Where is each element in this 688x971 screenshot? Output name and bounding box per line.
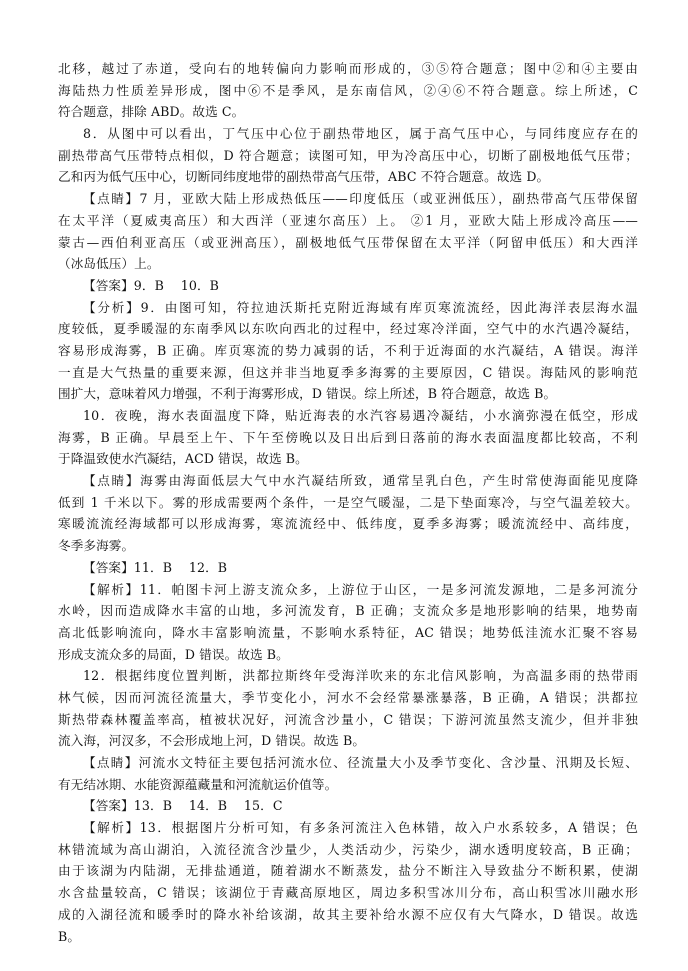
text-line: 有无结冰期、水能资源蕴藏量和河流航运价值等。 xyxy=(58,776,338,792)
text-line: B。 xyxy=(58,928,81,944)
text-line: 8．从图中可以看出，丁气压中心位于副热带地区，属于高气压中心，与同纬度应存在的 xyxy=(83,126,638,142)
text-line: 副热带高气压带特点相似，D 符合题意；读图可知，甲为冷高压中心，切断了副极地低气压带； xyxy=(58,147,638,163)
text-line: 海陆热力性质差异形成，图中⑥不是季风，是东南信风，②④⑥不符合题意。综上所述，C xyxy=(58,82,638,98)
text-line: 【点睛】河流水文特征主要包括河流水位、径流量大小及季节变化、含沙量、汛期及长短、 xyxy=(83,755,638,770)
text-line: 林错流域为高山湖泊，入流径流含沙量少，人类活动少，污染少，湖水透明度较高，B 正确； xyxy=(58,841,638,857)
text-line: 10．夜晚，海水表面温度下降，贴近海表的水汽容易遇冷凝结，小水滴弥漫在低空，形成 xyxy=(83,408,638,423)
text-line: 【解析】13．根据图片分析可知，有多条河流注入色林错，故入户水系较多，A 错误；色 xyxy=(83,820,638,836)
text-line: 一直是大气热量的重要来源，但这并非当地夏季多海雾的主要原因，C 错误。海陆风的影响范 xyxy=(58,364,638,380)
text-line: 【点睛】7 月，亚欧大陆上形成热低压——印度低压（或亚洲低压），副热带高气压带保留 xyxy=(83,191,638,207)
text-line: 流入海，河汊多，不会形成地上河，D 错误。故选 B。 xyxy=(58,733,366,749)
text-line: 成的入湖径流和暖季时的降水补给该湖，故其主要补给水源不应仅有大气降水，D 错误。故选 xyxy=(58,906,638,922)
text-line: 12．根据纬度位置判断，洪都拉斯终年受海洋吹来的东北信风影响，为高温多雨的热带雨 xyxy=(83,668,638,684)
text-line: 蒙古—西伯利亚高压（或亚洲高压），副极地低气压带保留在太平洋（阿留申低压）和大西洋 xyxy=(58,234,638,250)
text-line: 北移，越过了赤道，受向右的地转偏向力影响而形成的，③⑤符合题意；图中②和④主要由 xyxy=(58,61,638,76)
text-line: 在太平洋（夏威夷高压）和大西洋（亚速尔高压）上。 ②1 月，亚欧大陆上形成冷高压—— xyxy=(58,212,638,228)
text-line: 符合题意，排除 ABD。故选 C。 xyxy=(58,104,245,120)
text-line: 【分析】9．由图可知，符拉迪沃斯托克附近海域有库页寒流流经，因此海洋表层海水温 xyxy=(83,299,638,315)
text-line: 【答案】11．B 12．B xyxy=(83,559,228,575)
text-line: 冬季多海雾。 xyxy=(58,538,135,554)
text-line: 由于该湖为内陆湖，无排盐通道，随着湖水不断蒸发，盐分不断注入导致盐分不断积累，使湖 xyxy=(58,863,638,879)
text-line: 乙和丙为低气压中心，切断同纬度地带的副热带高气压带，ABC 不符合题意。故选 D。 xyxy=(58,169,550,185)
text-line: 于降温致使水汽凝结，ACD 错误，故选 B。 xyxy=(58,451,308,467)
text-line: 【答案】9．B 10．B xyxy=(83,277,220,293)
text-line: 水岭，因而造成降水丰富的山地，多河流发育，B 正确；支流众多是地形影响的结果，地势南 xyxy=(58,603,638,619)
text-line: 形成支流众多的局面，D 错误。故选 B。 xyxy=(58,646,289,662)
text-line: 斯热带森林覆盖率高，植被状况好，河流含沙量小，C 错误；下游河流虽然支流少，但并非独 xyxy=(58,711,638,727)
text-line: （冰岛低压）上。 xyxy=(58,256,160,272)
text-line: 海雾，B 正确。早晨至上午、下午至傍晚以及日出后到日落前的海水表面温度都比较高，不利 xyxy=(58,429,638,445)
text-line: 度较低，夏季暖湿的东南季风以东吹向西北的过程中，经过寒冷洋面，空气中的水汽遇冷凝结， xyxy=(58,321,638,337)
document-page xyxy=(58,58,638,947)
text-line: 【点睛】海雾由海面低层大气中水汽凝结所致，通常呈乳白色，产生时常使海面能见度降 xyxy=(83,473,638,489)
text-line: 容易形成海雾，B 正确。库页寒流的势力减弱的话，不利于近海面的水汽凝结，A 错误。海洋 xyxy=(58,342,638,358)
text-line: 林气候，因而河流径流量大，季节变化小，河水不会经常暴涨暴落，B 正确，A 错误；洪都拉 xyxy=(58,689,638,705)
text-line: 寒暖流流经海域都可以形成海雾，寒流流经中、低纬度，夏季多海雾；暖流流经中、高纬度， xyxy=(58,516,638,532)
text-line: 高北低影响流向，降水丰富影响流量，不影响水系特征，AC 错误；地势低洼流水汇聚不容易 xyxy=(58,624,638,640)
text-line: 【答案】13．B 14．B 15．C xyxy=(83,798,283,814)
text-line: 围扩大，意味着风力增强，不利于海雾形成，D 错误。综上所述，B 符合题意，故选 B。 xyxy=(58,386,557,402)
text-line: 低到 1 千米以下。雾的形成需要两个条件，一是空气暖湿，二是下垫面寒冷，与空气温差较大。 xyxy=(58,494,638,510)
text-line: 水含盐量较高，C 错误；该湖位于青藏高原地区，周边多积雪冰川分布，高山积雪冰川融水形 xyxy=(58,885,638,901)
text-line: 【解析】11．帕图卡河上游支流众多，上游位于山区，一是多河流发源地，二是多河流分 xyxy=(83,581,638,597)
